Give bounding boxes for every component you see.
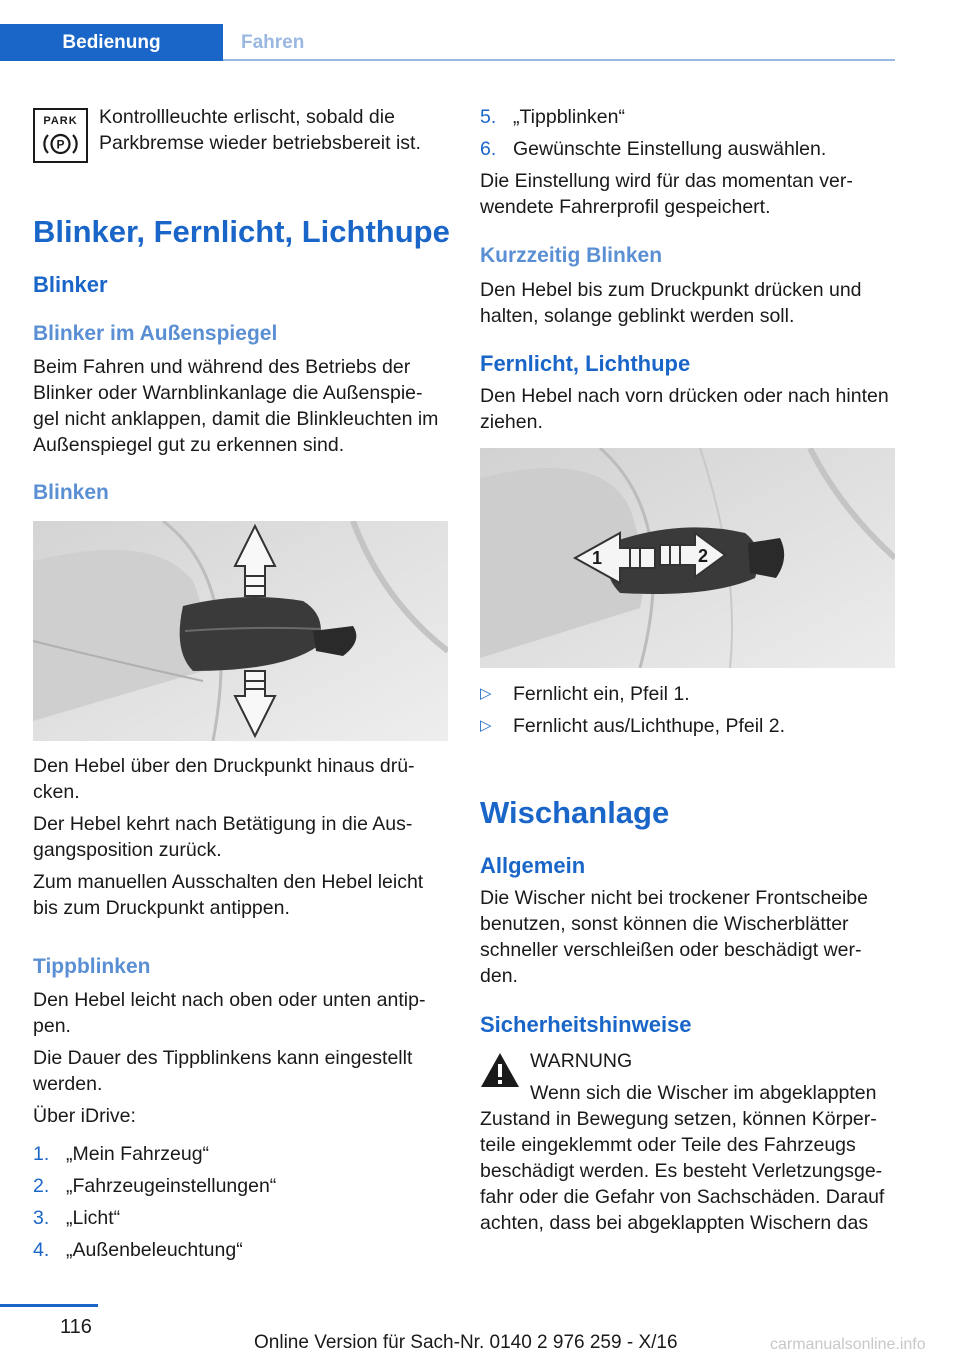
list-item: 6. Gewünschte Einstellung auswählen. [480,138,827,160]
svg-text:P: P [56,137,65,152]
tippblinken-text: Den Hebel leicht nach oben oder unten antip- pen. Die Dauer des Tippblinkens kann eingestellt werden. Über iDrive: [33,989,426,1127]
triangle-bullet-icon: ▷ [480,717,492,734]
list-item: ▷ Fernlicht ein, Pfeil 1. [480,683,690,705]
blinker-heading: Blinker [33,272,108,297]
parking-brake-icon: PARK P [33,108,88,163]
idrive-steps-list [33,1141,453,1269]
blinken-text: Den Hebel über den Druckpunkt hinaus drü- cken. Der Hebel kehrt nach Betätigung in die Aus- gangsposition zurück. Zum manuellen Ausschalten den Hebel leicht bis zum Druckpunkt antippen. [33,755,424,919]
tippblinken-heading: Tippblinken [33,955,151,978]
mirror-heading: Blinker im Außenspiegel [33,322,278,345]
blinken-heading: Blinken [33,481,109,504]
list-item: 1. „Mein Fahrzeug“ [33,1143,210,1165]
kurzzeitig-text: Den Hebel bis zum Druckpunkt drücken und halten, solange geblinkt werden soll. [480,279,862,327]
fernlicht-bullets [480,681,900,745]
wischanlage-heading: Wischanlage [480,795,670,830]
list-item: ▷ Fernlicht aus/Lichthupe, Pfeil 2. [480,715,786,737]
fernlicht-text: Den Hebel nach vorn drücken oder nach hinten ziehen. [480,385,889,433]
sicherheitshinweise-heading: Sicherheitshinweise [480,1012,692,1037]
watermark: carmanualsonline.info [770,1336,926,1353]
list-item: 3. „Licht“ [33,1207,121,1229]
tab-fahren[interactable]: Fahren [241,32,305,53]
allgemein-heading: Allgemein [480,853,586,878]
idrive-steps-list-continued [480,104,900,168]
fernlicht-heading: Fernlicht, Lichthupe [480,351,691,376]
page-number: 116 [60,1316,92,1338]
section-title: Blinker, Fernlicht, Lichthupe [33,214,450,249]
online-version-text: Online Version für Sach-Nr. 0140 2 976 259 - X/16 [254,1332,678,1353]
allgemein-text: Die Wischer nicht bei trockener Frontscheibe benutzen, sonst können die Wischerblätter schneller verschleißen oder beschädigt wer- den. [480,887,868,987]
list-item: 4. „Außenbeleuchtung“ [33,1239,243,1261]
profile-text: Die Einstellung wird für das momentan ver- wendete Fahrerprofil gespeichert. [480,170,853,218]
chapter-tabs [0,24,895,61]
tab-divider [223,59,895,61]
arrow-label-2: 2 [698,546,709,566]
triangle-bullet-icon: ▷ [480,685,492,702]
list-item: 2. „Fahrzeugeinstellungen“ [33,1175,277,1197]
intro-text: Kontrollleuchte erlischt, sobald die Parkbremse wieder betriebsbereit ist. [99,106,421,154]
arrow-label-1: 1 [592,548,603,568]
tab-bedienung[interactable]: Bedienung [0,24,223,61]
warning-label: WARNUNG [530,1050,633,1072]
footer-rule [0,1304,98,1307]
kurzzeitig-heading: Kurzzeitig Blinken [480,244,663,267]
warning-text: Wenn sich die Wischer im abgeklappten Zustand in Bewegung setzen, können Körper- teile eingeklemmt oder Teile des Fahrzeugs beschädigt werden. Es besteht Verletzungsge- fahr oder die Gefahr von Sachschäden. Darauf achten, dass bei abgeklappten Wischern das [480,1082,885,1234]
list-item: 5. „Tippblinken“ [480,106,625,128]
lever-up-down-figure [33,521,448,741]
lever-forward-back-figure [480,448,895,668]
mirror-text: Beim Fahren und während des Betriebs der Blinker oder Warnblinkanlage die Außenspie- gel nicht anklappen, damit die Blinkleuchten im Außenspiegel gut zu erkennen sind. [33,356,439,456]
